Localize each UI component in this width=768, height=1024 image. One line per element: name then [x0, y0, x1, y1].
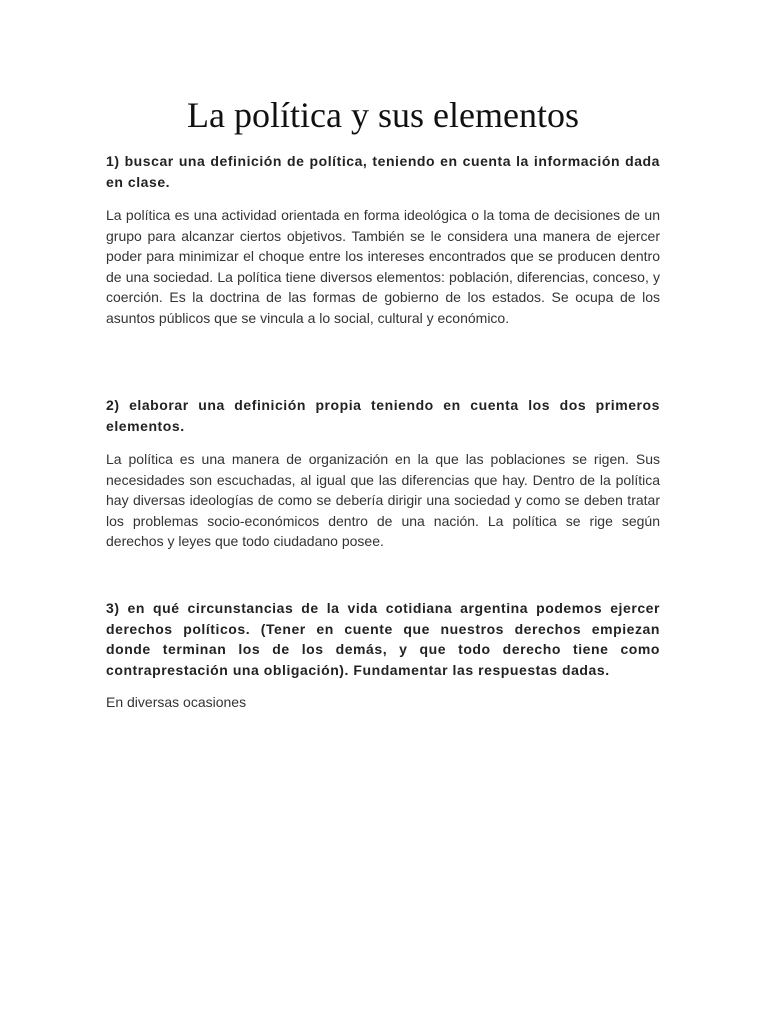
answer-1: La política es una actividad orientada en forma ideológica o la toma de decisiones de un grupo para alcanzar ciertos objetivos. También se le considera una manera de ejercer poder para minimizar el choque entre los intereses encontrados que se producen dentro de una sociedad. La política tiene diversos elementos: población, diferencias, conceso, y coerción. Es la doctrina de las formas de gobierno de los estados. Se ocupa de los asuntos públicos que se vincula a lo social, cultural y económico. [106, 207, 660, 326]
question-2: 2) elaborar una definición propia teniendo en cuenta los dos primeros elementos. [106, 397, 660, 434]
document-title: La política y sus elementos [187, 95, 579, 135]
answer-2: La política es una manera de organización en la que las poblaciones se rigen. Sus necesidades son escuchadas, al igual que las diferencias que hay. Dentro de la política hay diversas ideologías de como se debería dirigir una sociedad y como se deben tratar los problemas socio-económicos dentro de una nación. La política se rige según derechos y leyes que todo ciudadano posee. [106, 451, 660, 549]
question-1: 1) buscar una definición de política, teniendo en cuenta la información dada en clase. [106, 153, 660, 190]
answer-3: En diversas ocasiones [106, 694, 247, 710]
question-3: 3) en qué circunstancias de la vida cotidiana argentina podemos ejercer derechos políticos. (Tener en cuente que nuestros derechos empiezan donde terminan los de los demás, y que todo derecho tiene como contraprestación una obligación). Fundamentar las respuestas dadas. [106, 600, 660, 678]
